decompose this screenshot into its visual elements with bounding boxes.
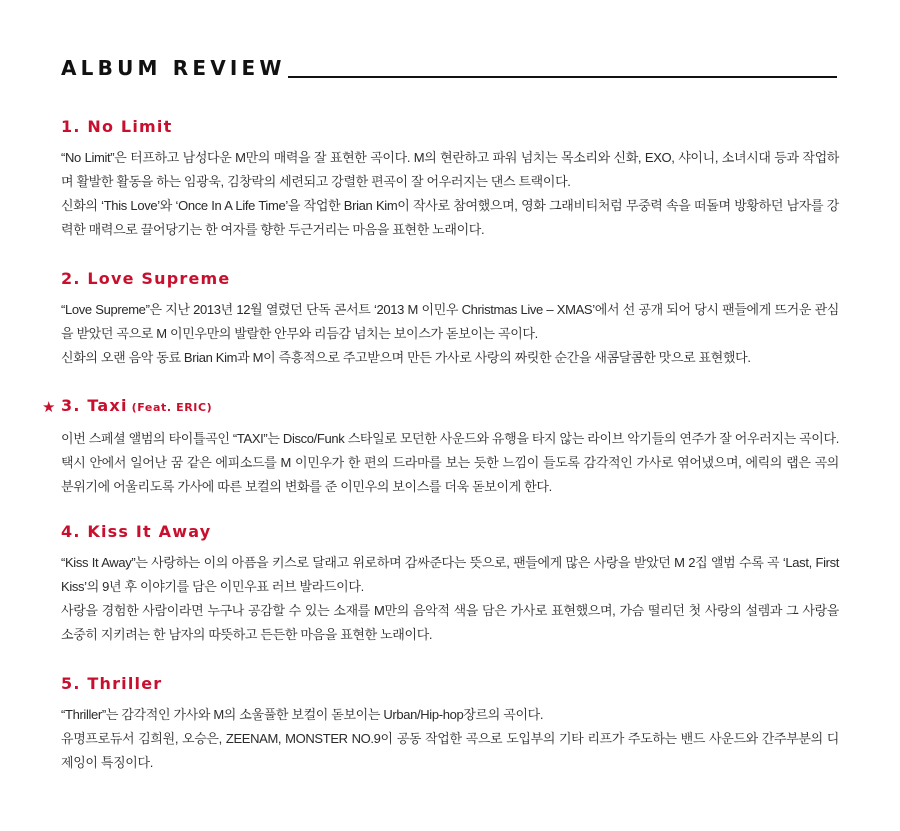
track-review-kiss-it-away [61, 522, 839, 647]
track-title [61, 522, 839, 542]
track-description: 신화의 ‘This Love’와 ‘Once In A Life Time’을 작업한 Brian Kim이 작사로 참여했으며, 영화 그래비티처럼 무중력 속을 떠돌며 방황하던 남자를 강력한 매력으로 끌어당기는 한 여자를 향한 두근거리는 마음을 표현한 노래이다. [61, 198, 839, 237]
title-rule [288, 76, 837, 78]
track-description: 사랑을 경험한 사람이라면 누구나 공감할 수 있는 소재를 M만의 음악적 색을 담은 가사로 표현했으며, 가슴 떨리던 첫 사랑의 설렘과 그 사랑을 소중히 지키려는 한 남자의 따뜻하고 든든한 마음을 표현한 노래이다. [61, 603, 839, 642]
track-title-text: 4. Kiss It Away [61, 522, 212, 541]
track-title [61, 269, 839, 289]
page-title: ALBUM REVIEW [61, 56, 286, 80]
featuring-label: (Feat. ERIC) [131, 401, 213, 414]
track-review-no-limit [61, 117, 839, 242]
track-review-thriller [61, 674, 839, 775]
album-review-header [61, 56, 837, 80]
track-description: “Thriller”는 감각적인 가사와 M의 소울풀한 보컬이 돋보이는 Urban/Hip-hop장르의 곡이다. [61, 707, 544, 722]
track-description: “Kiss It Away”는 사랑하는 이의 아픔을 키스로 달래고 위로하며 감싸준다는 뜻으로, 팬들에게 많은 사랑을 받았던 M 2집 앨범 수록 곡 ‘Last, First Kiss’의 9년 후 이야기를 담은 이민우표 러브 발라드이다. [61, 555, 839, 594]
star-icon: ★ [42, 398, 56, 416]
track-description: “Love Supreme”은 지난 2013년 12월 열렸던 단독 콘서트 ‘2013 M 이민우 Christmas Live – XMAS’에서 선 공개 되어 당시 팬들에게 뜨거운 관심을 받았던 곡으로 M 이민우만의 발랄한 안무와 리듬감 넘치는 보이스가 돋보이는 곡이다. [61, 302, 839, 341]
track-description: “No Limit”은 터프하고 남성다운 M만의 매력을 잘 표현한 곡이다. M의 현란하고 파워 넘치는 목소리와 신화, EXO, 샤이니, 소녀시대 등과 작업하며 활발한 활동을 하는 임광욱, 김창락의 세련되고 강렬한 편곡이 잘 어우러지는 댄스 트랙이다. [61, 150, 839, 189]
track-title [61, 117, 839, 137]
track-review-taxi [42, 396, 839, 499]
track-description: 유명프로듀서 김희원, 오승은, ZEENAM, MONSTER NO.9이 공동 작업한 곡으로 도입부의 기타 리프가 주도하는 밴드 사운드와 간주부분의 디제잉이 특징이다. [61, 731, 839, 770]
track-description: 이번 스페셜 앨범의 타이틀곡인 “TAXI”는 Disco/Funk 스타일로 모던한 사운드와 유행을 타지 않는 라이브 악기들의 연주가 잘 어우러지는 곡이다. 택시 안에서 일어난 꿈 같은 에피소드를 M 이민우가 한 편의 드라마를 보는 듯한 느낌이 들도록 감각적인 가사로 엮어냈으며, 에릭의 랩은 곡의 분위기에 어울리도록 가사에 따른 보컬의 변화를 준 이민우의 보이스를 더욱 돋보이게 한다. [61, 431, 839, 494]
track-title [61, 674, 839, 694]
track-title [42, 396, 839, 418]
track-review-love-supreme [61, 269, 839, 370]
track-title-text: 5. Thriller [61, 674, 163, 693]
track-description: 신화의 오랜 음악 동료 Brian Kim과 M이 즉흥적으로 주고받으며 만든 가사로 사랑의 짜릿한 순간을 새콤달콤한 맛으로 표현했다. [61, 350, 751, 365]
track-title-text: 1. No Limit [61, 117, 173, 136]
track-title-text: 2. Love Supreme [61, 269, 231, 288]
track-title-text: 3. Taxi [61, 396, 128, 415]
